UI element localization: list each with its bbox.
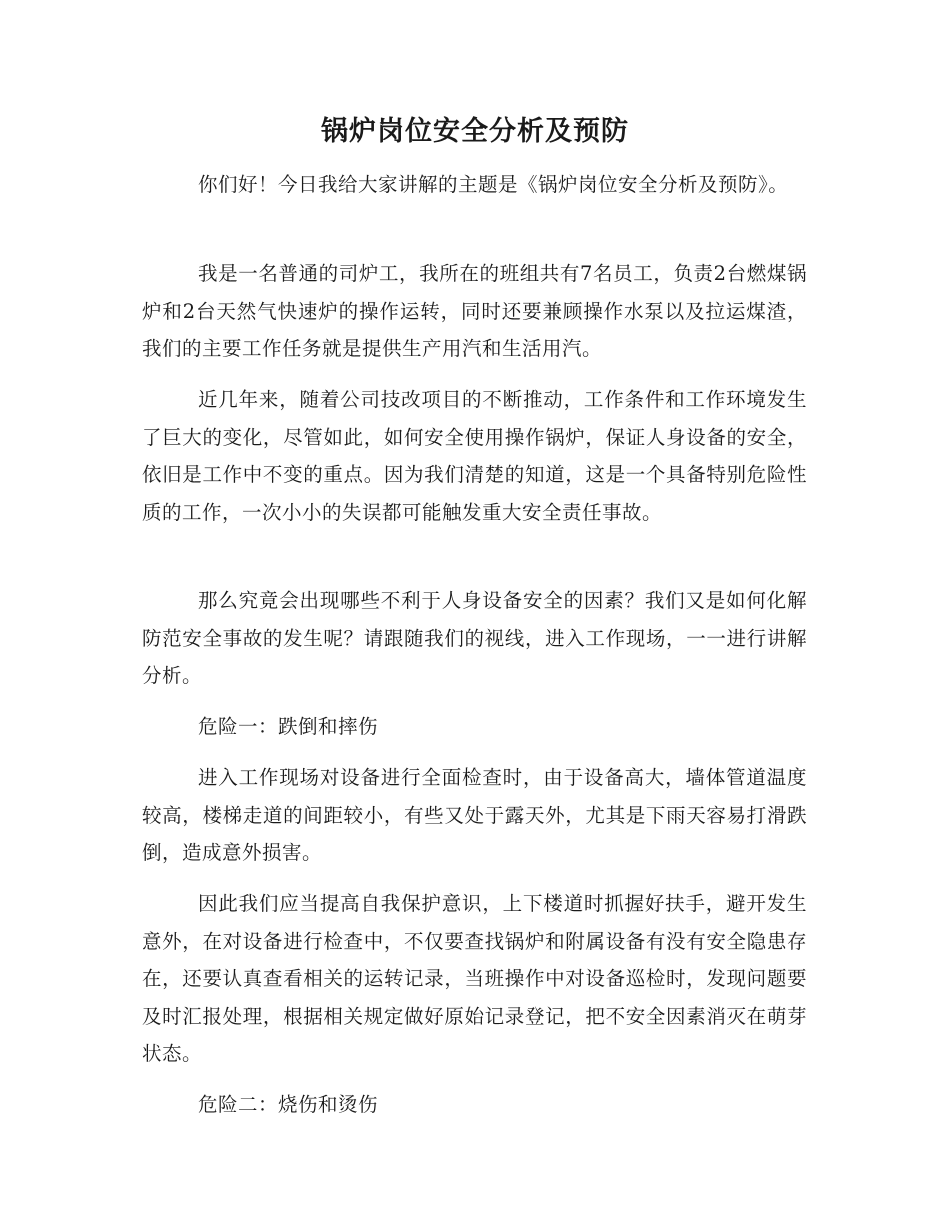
paragraph-danger-one-description: 进入工作现场对设备进行全面检查时，由于设备高大，墙体管道温度较高，楼梯走道的间距较小，有些又处于露天外，尤其是下雨天容易打滑跌倒，造成意外损害。: [142, 766, 807, 864]
paragraph-background: 近几年来，随着公司技改项目的不断推动，工作条件和工作环境发生了巨大的变化，尽管如此，如何安全使用操作锅炉，保证人身设备的安全，依旧是工作中不变的重点。因为我们清楚的知道，这是一个具备特别危险性质的工作，一次小小的失误都可能触发重大安全责任事故。: [142, 388, 807, 524]
section-heading-danger-one: 危险一：跌倒和摔伤: [198, 715, 379, 738]
section-heading-danger-two: 危险二：烧伤和烫伤: [198, 1093, 379, 1116]
document-title: 锅炉岗位安全分析及预防: [321, 116, 629, 147]
paragraph-greeting: 你们好！今日我给大家讲解的主题是《锅炉岗位安全分析及预防》。: [198, 173, 789, 196]
paragraph-question: 那么究竟会出现哪些不利于人身设备安全的因素？我们又是如何化解防范安全事故的发生呢？请跟随我们的视线，进入工作现场，一一进行讲解分析。: [142, 589, 807, 687]
paragraph-danger-one-prevention: 因此我们应当提高自我保护意识，上下楼道时抓握好扶手，避开发生意外，在对设备进行检查中，不仅要查找锅炉和附属设备有没有安全隐患存在，还要认真查看相关的运转记录，当班操作中对设备巡检时，发现问题要及时汇报处理，根据相关规定做好原始记录登记，把不安全因素消灭在萌芽状态。: [142, 892, 807, 1065]
paragraph-introduction: 我是一名普通的司炉工，我所在的班组共有7名员工，负责2台燃煤锅炉和2台天然气快速炉的操作运转，同时还要兼顾操作水泵以及拉运煤渣，我们的主要工作任务就是提供生产用汽和生活用汽。: [142, 262, 807, 360]
